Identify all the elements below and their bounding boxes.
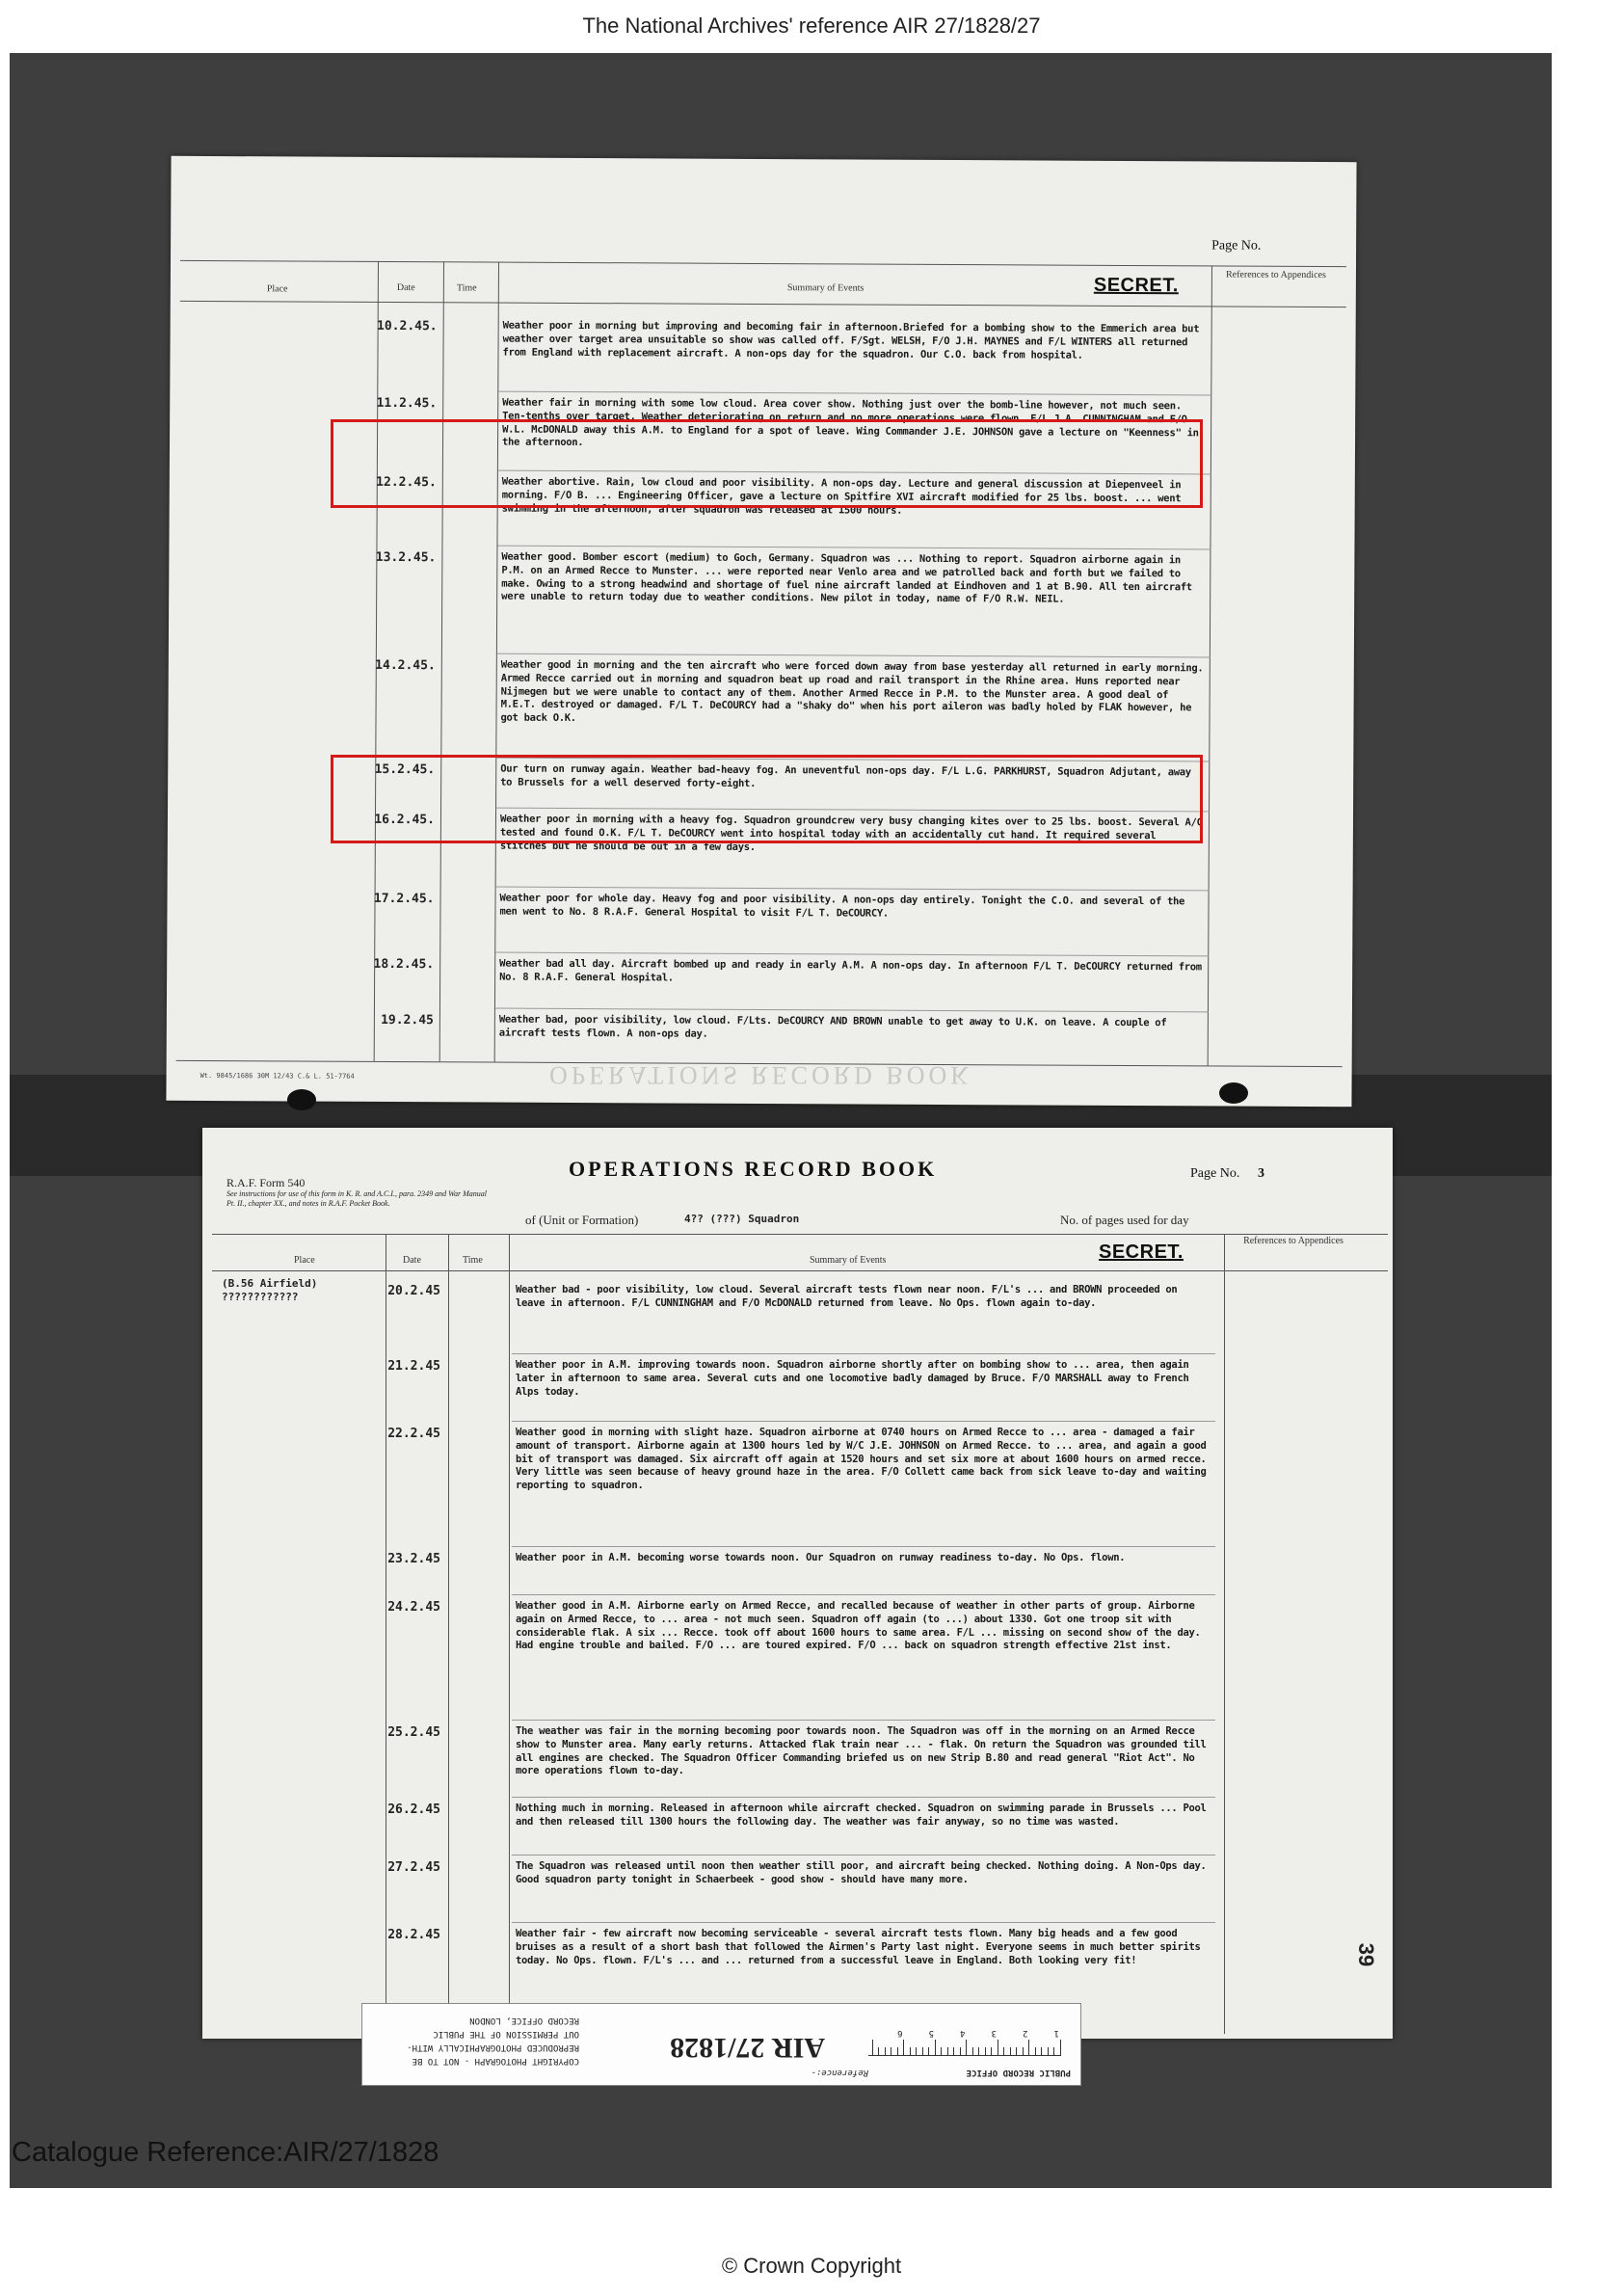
scan-frame [10,53,1552,2188]
ruler-number: 5 [928,2028,934,2038]
archive-reference-stamp [361,2003,1081,2086]
stamp-reference: AIR 27/1828 [670,2032,825,2064]
log-entry [371,1552,1210,1566]
upper-page [166,156,1356,1107]
entry-separator [512,1546,1215,1547]
stamp-reference-label: Reference:- [811,2068,868,2077]
ruler-tick [979,2047,980,2055]
log-entry [371,1284,1210,1311]
ruler-number: 3 [991,2028,997,2038]
log-entry [362,319,1206,363]
entry-summary: Weather poor in A.M. becoming worse towards noon. Our Squadron on runway readiness to-day. No Ops. flown. [516,1552,1126,1563]
entry-date: 11.2.45. [376,395,438,412]
entry-date: 15.2.45. [374,761,436,778]
ruler-tick [935,2040,936,2055]
ruler-tick [947,2047,948,2055]
ruler-tick [942,2047,943,2055]
log-entry [371,1600,1210,1653]
entry-date: 14.2.45. [375,657,436,674]
header-time: Time [456,282,477,294]
stamp-copyright-line-1: COPYRIGHT PHOTOGRAPH - NOT TO BE [412,2056,579,2066]
entry-date: 18.2.45. [373,956,435,973]
ruler-tick [1054,2047,1055,2055]
entry-date: 26.2.45 [387,1802,440,1817]
entry-separator [512,1922,1215,1923]
entry-separator [512,1594,1215,1595]
bottom-caption: © Crown Copyright [721,2254,902,2278]
place-airfield: (B.56 Airfield) [222,1277,318,1290]
entry-date: 23.2.45 [387,1552,440,1566]
ruler-tick [879,2047,880,2055]
log-entry [359,957,1203,988]
stamp-office: PUBLIC RECORD OFFICE [966,2068,1071,2077]
ruler-tick [1017,2047,1018,2055]
ruler-tick [1029,2040,1030,2055]
entry-separator [496,887,1210,892]
ruler-tick [1042,2047,1043,2055]
entry-date: 13.2.45. [375,549,437,566]
entry-date: 22.2.45 [387,1427,440,1441]
bleed-through-text: OPERATIONS RECORD BOOK [549,1061,973,1089]
entry-summary: Weather fair - few aircraft now becoming serviceable - several aircraft tests flown. Many big heads and a few good bruises as a result of a short bash that followed the Airmen's Party last night. Everyone seems in much better spirits today. No Ops. flown. F/L's ... and ... returned from a successful leave in England. Both looking very fit! [516,1928,1201,1966]
unit-label: of (Unit or Formation) [525,1213,639,1227]
ruler-tick [1004,2047,1005,2055]
header-time: Time [463,1255,483,1266]
ruler-tick [910,2047,911,2055]
ruler-tick [992,2047,993,2055]
ruler-tick [885,2047,886,2055]
entry-date: 20.2.45 [387,1284,440,1298]
stamp-copyright-line-3: OUT PERMISSION OF THE PUBLIC [433,2029,579,2039]
unit-value: 4?? (???) Squadron [684,1213,800,1225]
entry-separator [495,952,1209,957]
entry-summary: Weather good. Bomber escort (medium) to Goch, Germany. Squadron was ... Nothing to report. Squadron airborne again in P.M. on an Armed Recce to Munster. ... were reported near Venlo area and we patrolled back and forth but we failed to make. Owing to a strong headwind and shortage of fuel nine aircraft landed at Eindhoven and 1 at B.90. All ten aircraft were unable to return today due to weather conditions. New pilot in today, name of F/O R.W. NEIL. [501,550,1192,606]
page-number-label: Page No. [1211,238,1262,254]
entry-date: 19.2.45 [381,1012,434,1028]
highlight-box-16-feb [331,755,1203,843]
entry-summary: Weather bad all day. Aircraft bombed up and ready in early A.M. A non-ops day. In afternoon F/L T. DeCOURCY returned from No. 8 R.A.F. General Hospital. [499,957,1202,984]
ruler-number: 1 [1053,2028,1059,2038]
entry-summary: Weather poor in morning with a heavy fog. Squadron groundcrew very busy changing kites over to 25 lbs. boost. Several A/C tested and found O.K. F/L T. DeCOURCY went into hospital today with an accidentally cut hand. It required several stitches but he should be out in a few days. [499,813,1203,853]
entry-summary: Weather good in A.M. Airborne early on Armed Recce, and recalled because of weather in other parts of group. Airborne again on Armed Recce, to ... area - not much seen. Squadron off again (to ...) about 1330. Got one troop sit with considerable flak. A six ... Recce. took off about 1600 hours to same area. F/L ... missing on second show of the day. Had engine trouble and bailed. F/O ... are toured expired. F/O ... back on squadron strength effective 21st inst. [516,1600,1201,1652]
ruler-tick [1035,2047,1036,2055]
stamp-copyright-line-4: RECORD OFFICE, LONDON [469,2016,579,2025]
entry-summary: Weather poor for whole day. Heavy fog and poor visibility. A non-ops day entirely. Tonight the C.O. and several of the men went to No. 8 R.A.F. General Hospital to visit F/L T. DeCOURCY. [499,892,1185,920]
pages-used-label: No. of pages used for day [1060,1213,1189,1227]
log-entry [361,550,1205,608]
entry-date: 24.2.45 [387,1600,440,1615]
entry-summary: Weather bad - poor visibility, low cloud. Several aircraft tests flown near noon. F/L's ... and BROWN proceeded on leave in afternoon. F/L CUNNINGHAM and F/O McDONALD returned from leave. No Ops. flown again to-day. [516,1284,1178,1309]
entry-date: 27.2.45 [387,1860,440,1875]
entry-separator [512,1797,1215,1798]
ruler-tick [972,2047,973,2055]
ruler-tick [1060,2040,1061,2055]
entry-date: 10.2.45. [376,318,438,334]
header-place: Place [266,283,288,295]
entry-separator [498,391,1211,396]
entry-summary: Weather abortive. Rain, low cloud and poor visibility. A non-ops day. Lecture and general discussion at Diepenveel in morning. F/O B. ... Engineering Officer, gave a lecture on Spitfire XVI aircraft modified for 25 lbs. boost. ... went swimming in the afternoon, after squadron was released at 1500 hours. [501,475,1182,517]
entry-summary: Weather poor in morning but improving and becoming fair in afternoon.Briefed for a bombing show to the Emmerich area but weather over target area unsuitable so show was called off. F/Sgt. WELSH, F/O J.H. MAYNES and F/L WINTERS all returned from England with replacement aircraft. A non-ops day for the squadron. Our C.O. back from hospital. [502,319,1200,361]
log-entry [371,1725,1210,1778]
log-entry [371,1860,1210,1887]
entry-summary: The Squadron was released until noon then weather still poor, and aircraft being checked. Nothing doing. A Non-Ops day. Good squadron party tonight in Schaerbeek - good show - should have many more. [516,1860,1207,1885]
stamp-copyright-line-2: REPRODUCED PHOTOGRAPHICALLY WITH- [407,2042,579,2052]
ruler-tick [904,2040,905,2055]
place-location: ???????????? [222,1291,299,1303]
ruler-number: 2 [1023,2028,1028,2038]
log-entry [371,1928,1210,1967]
entry-summary: Our turn on runway again. Weather bad-heavy fog. An uneventful non-ops day. F/L L.G. PARKHURST, Squadron Adjutant, away to Brussels for a well deserved forty-eight. [500,762,1191,789]
page-number-value: 3 [1258,1166,1264,1181]
ruler-number: 4 [960,2028,966,2038]
entry-date: 17.2.45. [373,891,435,907]
ruler-tick [897,2047,898,2055]
header-date: Date [396,282,415,294]
catalogue-reference: Catalogue Reference:AIR/27/1828 [12,2137,439,2168]
header-date: Date [403,1255,421,1266]
entry-summary: Weather bad, poor visibility, low cloud. F/Lts. DeCOURCY AND BROWN unable to get away to U.K. on leave. A couple of aircraft tests flown. A non-ops day. [498,1013,1167,1040]
log-entry [359,892,1203,922]
log-entry [371,1802,1210,1829]
log-entry [371,1359,1210,1399]
ruler-tick [954,2047,955,2055]
ruler-tick [960,2047,961,2055]
ruler-tick [1048,2047,1049,2055]
form-instructions: See instructions for use of this form in K. R. and A.C.I., para. 2349 and War Manual Pt. II., chapter XX., and notes in R.A.F. Pocket Book. [226,1189,488,1208]
header-summary: Summary of Events [786,282,865,294]
binding-clip-left [287,1089,316,1110]
highlight-box-12-feb [331,419,1203,508]
ruler-tick [917,2047,918,2055]
entry-separator [512,1720,1215,1721]
header-place: Place [294,1255,315,1266]
log-entry [371,1427,1210,1493]
form-number: R.A.F. Form 540 [226,1176,306,1189]
entry-summary: Weather good in morning and the ten aircraft who were forced down away from base yesterday all returned in early morning. Armed Recce carried out in morning and squadron beat up road and rail transport in the Rhine area. Huns reported near Nijmegen but we were unable to contact any of them. Another Armed Recce in P.M. to the Munster area. A good deal of M.E.T. destroyed or damaged. F/L T. DeCOURCY had a "shaky do" when his port aileron was badly holed by FLAK however, he got back O.K. [500,658,1204,725]
entry-summary: Weather poor in A.M. improving towards noon. Squadron airborne shortly after on bombing show to ... area, then again later in afternoon to same area. Several cuts and one locomotive badly damaged by Bruce. F/O MARSHALL away to French Alps today. [516,1359,1189,1398]
entry-summary: Nothing much in morning. Released in afternoon while aircraft checked. Squadron on swimming parade in Brussels ... Pool and then released till 1300 hours the following day. The weather was fair anyway, so no time was wasted. [516,1802,1207,1828]
entry-summary: The weather was fair in the morning becoming poor towards noon. The Squadron was off in the morning on an Armed Recce show to Munster area. Many early returns. Attacked flak train near ... - flak. On return the Squadron was grounded till all engines are checked. The Squadron Officer Commanding briefed us on new Strip B.80 and read general "Riot Act". No more operations flown to-day. [516,1725,1207,1777]
ruler-tick [872,2040,873,2055]
margin-folio-number: 39 [1354,1942,1379,1967]
entry-date: 21.2.45 [387,1359,440,1374]
ruler-tick [967,2040,968,2055]
ruler-tick [922,2047,923,2055]
entry-summary: Weather fair in morning with some low cloud. Area cover show. Nothing just over the bomb-line however, not much seen. Ten-tenths over target. Weather deteriorating on return and no more operations were flown. F/L J.A. CUNNINGHAM and F/O W.L. McDONALD away this A.M. to England for a spot of leave. Wing Commander J.E. JOHNSON gave a lecture on "Keenness" in the afternoon. [501,396,1199,449]
entry-separator [512,1353,1215,1354]
ruler-tick [1023,2047,1024,2055]
entry-date: 25.2.45 [387,1725,440,1740]
binding-clip-right [1219,1082,1248,1104]
top-caption: The National Archives' reference AIR 27/1828/27 [582,13,1041,38]
ruler-number: 6 [897,2028,903,2038]
ruler-tick [1010,2047,1011,2055]
form-footer-code: Wt. 9845/1686 30M 12/43 C.& L. 51-7764 [200,1071,355,1081]
header-references: References to Appendices [1225,269,1326,281]
ruler-tick [985,2047,986,2055]
entry-date: 12.2.45. [376,474,437,491]
entry-date: 28.2.45 [387,1928,440,1942]
secret-stamp: SECRET. [1093,274,1179,297]
entry-separator [495,1008,1209,1013]
entry-date: 16.2.45. [374,812,436,828]
ruler-tick [929,2047,930,2055]
entry-summary: Weather good in morning with slight haze. Squadron airborne at 0740 hours on Armed Recce to ... area - damaged a fair amount of transport. Airborne again at 1300 hours led by W/C J.E. JOHNSON on Armed Recce. to ... area, and again a good bit of transport was damaged. Six aircraft off again at 1520 hours and set six more at about 1600 hours on armed recce. Very little was seen because of heavy ground haze in the area. F/O Collett came back from sick leave to-day and waiting reporting to squadron. [516,1427,1207,1492]
entry-separator [497,546,1211,550]
secret-stamp: SECRET. [1099,1241,1184,1263]
ruler-tick [891,2047,892,2055]
log-entry [360,658,1204,730]
entry-separator [497,654,1211,658]
stamp-ruler [868,2016,1061,2056]
page-number-label: Page No. [1190,1166,1240,1181]
entry-separator [512,1421,1215,1422]
header-references: References to Appendices [1243,1236,1344,1246]
header-summary: Summary of Events [810,1255,887,1266]
operations-record-book-title: OPERATIONS RECORD BOOK [569,1157,938,1181]
log-entry [359,1013,1203,1044]
